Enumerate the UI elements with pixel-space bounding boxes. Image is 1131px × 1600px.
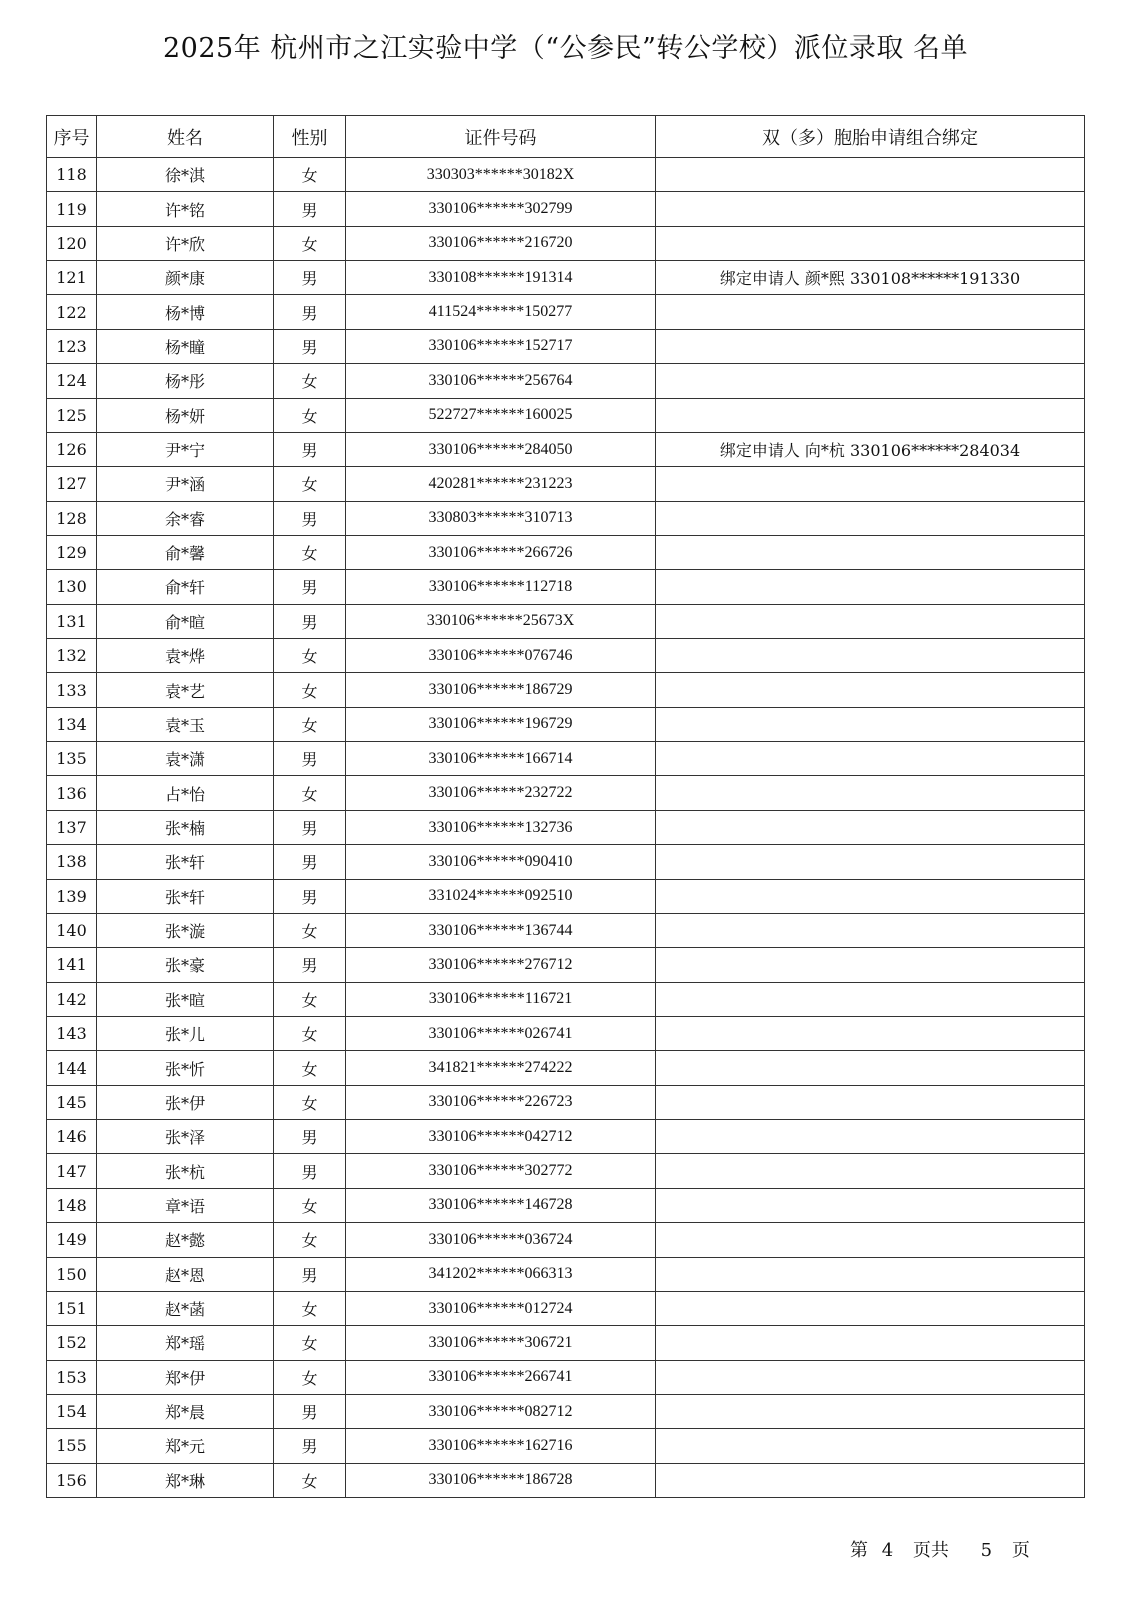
table-row [47, 982, 1085, 1016]
cell-name: 郑*伊 [97, 1360, 274, 1394]
cell-name: 杨*博 [97, 295, 274, 329]
cell-gender: 女 [274, 639, 346, 673]
cell-gender: 女 [274, 1326, 346, 1360]
table-row [47, 1360, 1085, 1394]
table-row [47, 467, 1085, 501]
cell-gender: 女 [274, 1016, 346, 1050]
cell-name: 张*轩 [97, 879, 274, 913]
cell-gender: 女 [274, 707, 346, 741]
cell-gender: 女 [274, 1223, 346, 1257]
cell-twin-binding [656, 1016, 1085, 1050]
cell-id-number: 330106******306721 [346, 1326, 656, 1360]
cell-gender: 女 [274, 1085, 346, 1119]
cell-twin-binding [656, 1394, 1085, 1428]
cell-gender: 男 [274, 879, 346, 913]
cell-id-number: 330106******076746 [346, 639, 656, 673]
table-row [47, 1188, 1085, 1222]
cell-id-number: 330106******302799 [346, 192, 656, 226]
cell-name: 余*睿 [97, 501, 274, 535]
cell-serial-number: 144 [47, 1051, 97, 1085]
cell-serial-number: 134 [47, 707, 97, 741]
cell-gender: 女 [274, 364, 346, 398]
cell-gender: 女 [274, 158, 346, 192]
cell-name: 张*暄 [97, 982, 274, 1016]
cell-twin-binding [656, 604, 1085, 638]
cell-id-number: 330106******196729 [346, 707, 656, 741]
cell-name: 张*豪 [97, 948, 274, 982]
cell-gender: 男 [274, 810, 346, 844]
admission-table [46, 115, 1085, 1498]
cell-twin-binding [656, 1291, 1085, 1325]
page-suffix: 页 [1011, 1540, 1030, 1561]
page-title: 2025年 杭州市之江实验中学（“公参民”转公学校）派位录取 名单 [163, 33, 968, 64]
cell-id-number: 330106******276712 [346, 948, 656, 982]
cell-serial-number: 139 [47, 879, 97, 913]
table-row [47, 810, 1085, 844]
cell-gender: 男 [274, 329, 346, 363]
cell-name: 张*轩 [97, 845, 274, 879]
cell-id-number: 330108******191314 [346, 261, 656, 295]
cell-gender: 男 [274, 1429, 346, 1463]
table-row [47, 535, 1085, 569]
cell-gender: 女 [274, 535, 346, 569]
cell-name: 赵*恩 [97, 1257, 274, 1291]
cell-serial-number: 122 [47, 295, 97, 329]
cell-twin-binding [656, 776, 1085, 810]
cell-serial-number: 149 [47, 1223, 97, 1257]
cell-twin-binding [656, 879, 1085, 913]
cell-name: 袁*艺 [97, 673, 274, 707]
cell-id-number: 330106******186729 [346, 673, 656, 707]
cell-serial-number: 154 [47, 1394, 97, 1428]
cell-id-number: 330106******136744 [346, 913, 656, 947]
cell-name: 占*怡 [97, 776, 274, 810]
cell-name: 郑*瑶 [97, 1326, 274, 1360]
cell-id-number: 330106******012724 [346, 1291, 656, 1325]
cell-serial-number: 148 [47, 1188, 97, 1222]
table-row [47, 776, 1085, 810]
cell-name: 赵*懿 [97, 1223, 274, 1257]
cell-name: 张*忻 [97, 1051, 274, 1085]
cell-id-number: 330106******232722 [346, 776, 656, 810]
cell-serial-number: 156 [47, 1463, 97, 1497]
cell-serial-number: 126 [47, 432, 97, 466]
cell-serial-number: 130 [47, 570, 97, 604]
cell-gender: 女 [274, 913, 346, 947]
cell-twin-binding [656, 742, 1085, 776]
cell-serial-number: 155 [47, 1429, 97, 1463]
cell-gender: 男 [274, 948, 346, 982]
cell-name: 张*楠 [97, 810, 274, 844]
cell-gender: 女 [274, 1463, 346, 1497]
cell-id-number: 330303******30182X [346, 158, 656, 192]
cell-name: 赵*菡 [97, 1291, 274, 1325]
cell-twin-binding [656, 570, 1085, 604]
table-row [47, 1463, 1085, 1497]
cell-gender: 男 [274, 1120, 346, 1154]
cell-serial-number: 131 [47, 604, 97, 638]
cell-serial-number: 142 [47, 982, 97, 1016]
cell-name: 徐*淇 [97, 158, 274, 192]
cell-id-number: 330106******25673X [346, 604, 656, 638]
cell-name: 袁*潇 [97, 742, 274, 776]
cell-twin-binding [656, 1120, 1085, 1154]
cell-gender: 男 [274, 192, 346, 226]
current-page-number: 4 [881, 1540, 894, 1561]
cell-serial-number: 146 [47, 1120, 97, 1154]
cell-serial-number: 137 [47, 810, 97, 844]
table-header-row [47, 116, 1085, 158]
cell-serial-number: 121 [47, 261, 97, 295]
cell-id-number: 331024******092510 [346, 879, 656, 913]
cell-serial-number: 120 [47, 226, 97, 260]
table-row [47, 639, 1085, 673]
table-row [47, 364, 1085, 398]
cell-twin-binding [656, 535, 1085, 569]
table-row [47, 948, 1085, 982]
table-row [47, 1223, 1085, 1257]
table-row [47, 1326, 1085, 1360]
cell-id-number: 330106******036724 [346, 1223, 656, 1257]
cell-name: 杨*瞳 [97, 329, 274, 363]
cell-twin-binding [656, 295, 1085, 329]
cell-id-number: 330106******116721 [346, 982, 656, 1016]
cell-serial-number: 135 [47, 742, 97, 776]
table-row [47, 158, 1085, 192]
cell-name: 尹*宁 [97, 432, 274, 466]
cell-name: 俞*轩 [97, 570, 274, 604]
cell-id-number: 330106******112718 [346, 570, 656, 604]
header-id-number: 证件号码 [346, 116, 656, 158]
cell-id-number: 330106******026741 [346, 1016, 656, 1050]
table-row [47, 295, 1085, 329]
table-row [47, 570, 1085, 604]
cell-gender: 男 [274, 1257, 346, 1291]
cell-id-number: 411524******150277 [346, 295, 656, 329]
cell-name: 张*泽 [97, 1120, 274, 1154]
cell-serial-number: 153 [47, 1360, 97, 1394]
cell-name: 俞*馨 [97, 535, 274, 569]
table-row [47, 1120, 1085, 1154]
table-row [47, 1154, 1085, 1188]
cell-twin-binding: 绑定申请人 颜*熙 330108******191330 [656, 261, 1085, 295]
cell-twin-binding [656, 845, 1085, 879]
cell-id-number: 330106******166714 [346, 742, 656, 776]
cell-gender: 男 [274, 295, 346, 329]
cell-gender: 女 [274, 1360, 346, 1394]
cell-twin-binding [656, 501, 1085, 535]
cell-twin-binding [656, 948, 1085, 982]
cell-twin-binding [656, 364, 1085, 398]
cell-twin-binding [656, 398, 1085, 432]
cell-gender: 女 [274, 467, 346, 501]
cell-serial-number: 133 [47, 673, 97, 707]
cell-twin-binding [656, 1223, 1085, 1257]
cell-serial-number: 119 [47, 192, 97, 226]
table-row [47, 913, 1085, 947]
cell-gender: 男 [274, 845, 346, 879]
cell-name: 张*漩 [97, 913, 274, 947]
cell-gender: 男 [274, 570, 346, 604]
table-row [47, 707, 1085, 741]
cell-id-number: 330106******132736 [346, 810, 656, 844]
cell-serial-number: 147 [47, 1154, 97, 1188]
cell-twin-binding [656, 982, 1085, 1016]
cell-twin-binding [656, 1257, 1085, 1291]
cell-id-number: 330106******256764 [346, 364, 656, 398]
cell-id-number: 330106******216720 [346, 226, 656, 260]
cell-serial-number: 129 [47, 535, 97, 569]
cell-serial-number: 145 [47, 1085, 97, 1119]
table-row [47, 329, 1085, 363]
cell-gender: 男 [274, 742, 346, 776]
cell-gender: 女 [274, 1188, 346, 1222]
header-twin-binding: 双（多）胞胎申请组合绑定 [656, 116, 1085, 158]
cell-twin-binding: 绑定申请人 向*杭 330106******284034 [656, 432, 1085, 466]
cell-serial-number: 128 [47, 501, 97, 535]
table-row [47, 261, 1085, 295]
cell-gender: 男 [274, 261, 346, 295]
table-body [47, 158, 1085, 1498]
cell-name: 杨*妍 [97, 398, 274, 432]
cell-serial-number: 138 [47, 845, 97, 879]
cell-id-number: 341202******066313 [346, 1257, 656, 1291]
cell-name: 俞*暄 [97, 604, 274, 638]
cell-serial-number: 136 [47, 776, 97, 810]
cell-twin-binding [656, 1085, 1085, 1119]
cell-twin-binding [656, 1326, 1085, 1360]
cell-serial-number: 127 [47, 467, 97, 501]
cell-name: 章*语 [97, 1188, 274, 1222]
page-prefix: 第 [850, 1540, 868, 1561]
cell-twin-binding [656, 1463, 1085, 1497]
cell-twin-binding [656, 1051, 1085, 1085]
cell-id-number: 330106******186728 [346, 1463, 656, 1497]
cell-id-number: 330106******042712 [346, 1120, 656, 1154]
page-middle-text: 页共 [912, 1540, 949, 1561]
cell-serial-number: 124 [47, 364, 97, 398]
cell-name: 郑*琳 [97, 1463, 274, 1497]
table-row [47, 1291, 1085, 1325]
cell-twin-binding [656, 467, 1085, 501]
cell-twin-binding [656, 810, 1085, 844]
cell-serial-number: 150 [47, 1257, 97, 1291]
cell-gender: 女 [274, 673, 346, 707]
cell-gender: 女 [274, 982, 346, 1016]
cell-gender: 女 [274, 1291, 346, 1325]
header-gender: 性别 [274, 116, 346, 158]
cell-twin-binding [656, 639, 1085, 673]
cell-id-number: 330106******226723 [346, 1085, 656, 1119]
cell-gender: 男 [274, 604, 346, 638]
cell-twin-binding [656, 1188, 1085, 1222]
cell-name: 尹*涵 [97, 467, 274, 501]
cell-twin-binding [656, 913, 1085, 947]
cell-serial-number: 141 [47, 948, 97, 982]
page-footer [850, 1536, 1030, 1562]
cell-id-number: 420281******231223 [346, 467, 656, 501]
table-row [47, 879, 1085, 913]
cell-id-number: 330106******266741 [346, 1360, 656, 1394]
table-row [47, 398, 1085, 432]
cell-id-number: 330106******284050 [346, 432, 656, 466]
cell-name: 郑*元 [97, 1429, 274, 1463]
table-row [47, 604, 1085, 638]
cell-serial-number: 125 [47, 398, 97, 432]
cell-name: 郑*晨 [97, 1394, 274, 1428]
cell-id-number: 330106******302772 [346, 1154, 656, 1188]
cell-twin-binding [656, 192, 1085, 226]
total-pages-number: 5 [980, 1540, 993, 1561]
cell-serial-number: 152 [47, 1326, 97, 1360]
cell-serial-number: 118 [47, 158, 97, 192]
cell-name: 颜*康 [97, 261, 274, 295]
cell-twin-binding [656, 158, 1085, 192]
cell-gender: 男 [274, 501, 346, 535]
cell-id-number: 522727******160025 [346, 398, 656, 432]
table-row [47, 1394, 1085, 1428]
cell-name: 袁*玉 [97, 707, 274, 741]
cell-name: 许*欣 [97, 226, 274, 260]
cell-serial-number: 151 [47, 1291, 97, 1325]
cell-serial-number: 140 [47, 913, 97, 947]
table-row [47, 1257, 1085, 1291]
cell-name: 袁*烨 [97, 639, 274, 673]
cell-id-number: 330106******146728 [346, 1188, 656, 1222]
cell-id-number: 330106******090410 [346, 845, 656, 879]
cell-serial-number: 132 [47, 639, 97, 673]
cell-gender: 女 [274, 776, 346, 810]
table-row [47, 1051, 1085, 1085]
header-name: 姓名 [97, 116, 274, 158]
cell-twin-binding [656, 226, 1085, 260]
cell-twin-binding [656, 1360, 1085, 1394]
cell-id-number: 330106******082712 [346, 1394, 656, 1428]
cell-name: 张*伊 [97, 1085, 274, 1119]
table-row [47, 1429, 1085, 1463]
cell-twin-binding [656, 329, 1085, 363]
cell-name: 杨*彤 [97, 364, 274, 398]
cell-gender: 男 [274, 1394, 346, 1428]
table-row [47, 1085, 1085, 1119]
cell-gender: 男 [274, 432, 346, 466]
table-row [47, 742, 1085, 776]
cell-twin-binding [656, 1429, 1085, 1463]
cell-twin-binding [656, 707, 1085, 741]
cell-name: 张*杭 [97, 1154, 274, 1188]
table-row [47, 432, 1085, 466]
cell-id-number: 330106******162716 [346, 1429, 656, 1463]
cell-name: 许*铭 [97, 192, 274, 226]
header-serial-number: 序号 [47, 116, 97, 158]
table-row [47, 192, 1085, 226]
table-row [47, 1016, 1085, 1050]
table-row [47, 226, 1085, 260]
cell-gender: 女 [274, 398, 346, 432]
cell-serial-number: 123 [47, 329, 97, 363]
table-row [47, 501, 1085, 535]
cell-id-number: 330106******266726 [346, 535, 656, 569]
cell-serial-number: 143 [47, 1016, 97, 1050]
cell-id-number: 330106******152717 [346, 329, 656, 363]
cell-twin-binding [656, 673, 1085, 707]
cell-gender: 男 [274, 1154, 346, 1188]
cell-gender: 女 [274, 1051, 346, 1085]
cell-gender: 女 [274, 226, 346, 260]
table-row [47, 673, 1085, 707]
cell-twin-binding [656, 1154, 1085, 1188]
table-row [47, 845, 1085, 879]
cell-name: 张*儿 [97, 1016, 274, 1050]
cell-id-number: 330803******310713 [346, 501, 656, 535]
cell-id-number: 341821******274222 [346, 1051, 656, 1085]
